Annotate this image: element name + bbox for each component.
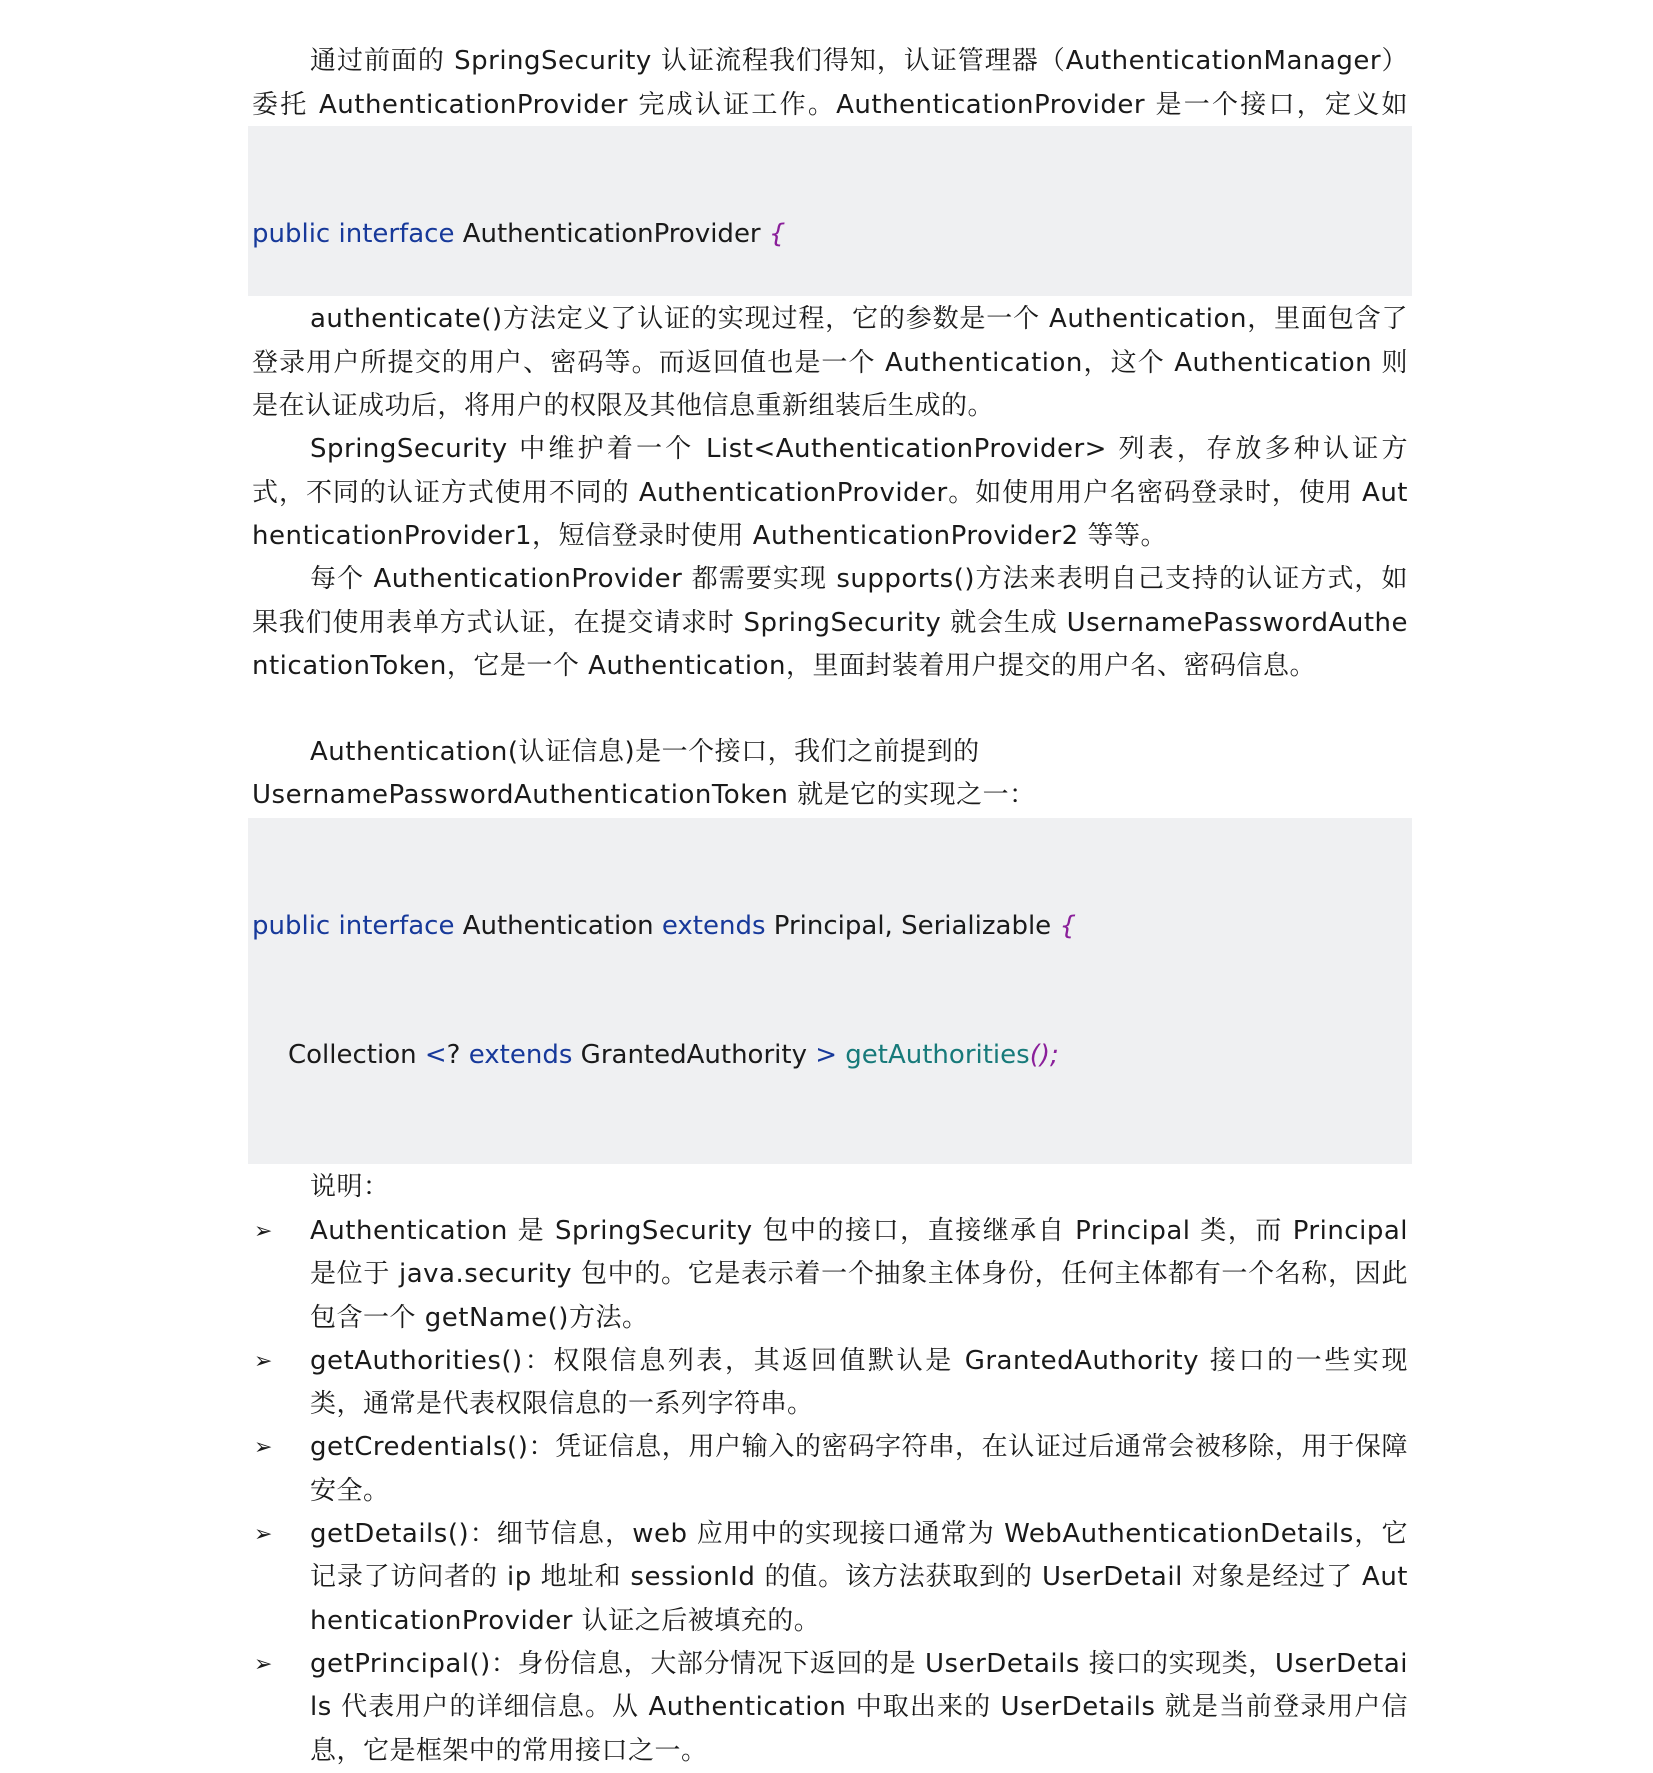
paragraph-authenticate: authenticate()方法定义了认证的实现过程，它的参数是一个 Authentication，里面包含了登录用户所提交的用户、密码等。而返回值也是一个 Authentication，这个 Authentication 则是在认证成功后，将用户的权限及其他信息重新组装后生成的。 [252,304,1408,421]
code-paren: (); [1029,1040,1059,1071]
bullet-item [252,1210,1408,1340]
paragraph-authentication-intro: Authentication(认证信息)是一个接口，我们之前提到的 [310,737,980,767]
code-keyword: public interface [252,910,455,941]
code-line [248,1034,1412,1077]
code-identifier: Authentication [454,910,662,941]
bullet-text: getDetails()：细节信息，web 应用中的实现接口通常为 WebAuthenticationDetails，它记录了访问者的 ip 地址和 sessionId 的值。该方法获取到的 UserDetail 对象是经过了 AuthenticationProvider 认证之后被填充的。 [310,1519,1408,1636]
code-block-authentication-provider [248,126,1412,296]
arrow-bullet-icon: ➢ [254,1522,273,1548]
code-type: Collection [288,1040,425,1071]
arrow-bullet-icon: ➢ [254,1651,273,1677]
code-brace: { [1059,910,1076,941]
bullet-list [252,1210,1408,1773]
code-keyword: extends [468,1040,573,1071]
bullet-item [252,1340,1408,1427]
bullet-text: getPrincipal()：身份信息，大部分情况下返回的是 UserDetails 接口的实现类，UserDetails 代表用户的详细信息。从 Authentication 中取出来的 UserDetails 就是当前登录用户信息，它是框架中的常用接口之一。 [310,1648,1408,1766]
code-wildcard: ? [446,1040,469,1071]
paragraph-provider-list: SpringSecurity 中维护着一个 List<AuthenticationProvider> 列表，存放多种认证方式，不同的认证方式使用不同的 AuthenticationProvider。如使用用户名密码登录时，使用 AuthenticationProvider1，短信登录时使用 AuthenticationProvider2 等等。 [252,434,1408,551]
code-method: getAuthorities [837,1040,1030,1071]
code-identifier: Principal, Serializable [765,910,1060,941]
bullet-item [252,1643,1408,1773]
note-title: 说明： [310,1172,390,1202]
bullet-item [252,1426,1408,1513]
bullet-text: getCredentials()：凭证信息，用户输入的密码字符串，在认证过后通常会被移除，用于保障安全。 [310,1432,1408,1506]
code-brace: { [768,218,786,249]
paragraph-supports: 每个 AuthenticationProvider 都需要实现 supports()方法来表明自己支持的认证方式，如果我们使用表单方式认证，在提交请求时 SpringSecurity 就会生成 UsernamePasswordAuthenticationToken，它是一个 Authentication，里面封装着用户提交的用户名、密码信息。 [252,564,1408,681]
code-identifier: AuthenticationProvider [454,218,769,249]
paragraph-intro: 通过前面的 SpringSecurity 认证流程我们得知，认证管理器（AuthenticationManager）委托 AuthenticationProvider 完成认证工作。AuthenticationProvider 是一个接口，定义如 [252,46,1408,120]
bullet-item [252,1513,1408,1643]
arrow-bullet-icon: ➢ [254,1219,273,1244]
arrow-bullet-icon: ➢ [254,1435,273,1461]
code-line [248,213,1412,256]
bullet-text: getAuthorities()：权限信息列表，其返回值默认是 GrantedAuthority 接口的一些实现类，通常是代表权限信息的一系列字符串。 [310,1345,1408,1420]
code-line [248,905,1412,948]
code-block-authentication [248,818,1412,1164]
code-keyword: public interface [252,218,455,249]
paragraph-authentication-intro-2: UsernamePasswordAuthenticationToken 就是它的实现之一： [252,780,1036,810]
arrow-bullet-icon: ➢ [254,1348,273,1374]
code-generic: > [815,1040,838,1071]
bullet-text: Authentication 是 SpringSecurity 包中的接口，直接继承自 Principal 类，而 Principal 是位于 java.security 包中的。它是表示着一个抽象主体身份，任何主体都有一个名称，因此包含一个 getName()方法。 [310,1216,1408,1333]
code-generic: < [424,1040,447,1071]
code-keyword: extends [661,910,766,941]
code-identifier: GrantedAuthority [572,1040,816,1071]
content-column [252,0,1408,1772]
